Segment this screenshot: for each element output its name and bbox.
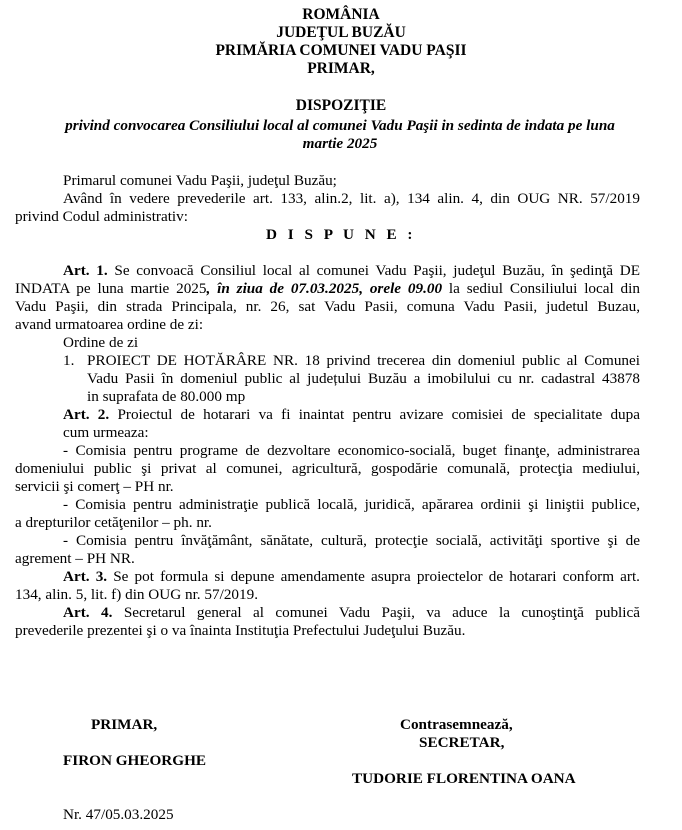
agenda-heading: Ordine de zi xyxy=(63,334,139,351)
art1-label: Art. 1. xyxy=(63,262,108,279)
preamble-line-3: privind Codul administrativ: xyxy=(15,208,188,225)
art2-text-1: Proiectul de hotarari va fi inaintat pentru avizare comisiei de specialitate dupa xyxy=(109,406,640,423)
header-office: PRIMAR, xyxy=(307,60,375,77)
art1-text-2c: la sediul Consiliului local din xyxy=(442,280,640,297)
agenda-item-line-1: PROIECT DE HOTĂRÂRE NR. 18 privind trecerea din domeniul public al Comunei xyxy=(87,352,640,369)
agenda-item-number: 1. xyxy=(63,352,75,369)
header-county: JUDEŢUL BUZĂU xyxy=(276,24,406,41)
signature-left-title: PRIMAR, xyxy=(91,716,158,733)
commission-3-line-2: agrement – PH NR. xyxy=(15,550,135,567)
art3-text-1: Se pot formula si depune amendamente asupra proiectelor de hotarari conform art. xyxy=(107,568,640,585)
header-country: ROMÂNIA xyxy=(302,6,380,23)
art2-label: Art. 2. xyxy=(63,406,110,423)
art3-line-1 xyxy=(63,568,640,586)
art4-label: Art. 4. xyxy=(63,604,113,621)
subtitle-line-1: privind convocarea Consiliului local al comunei Vadu Paşii in sedinta de indata pe luna xyxy=(65,117,615,134)
art2-line-1 xyxy=(63,406,640,424)
preamble-line-2: Având în vedere prevederile art. 133, alin.2, lit. a), 134 alin. 4, din OUG NR. 57/2019 xyxy=(63,190,640,207)
header-institution: PRIMĂRIA COMUNEI VADU PAŞII xyxy=(215,42,467,59)
agenda-item-line-2: Vadu Pasii în domeniul public al județului Buzău a imobilului cu nr. cadastral 43878 xyxy=(87,370,640,387)
art4-line-1 xyxy=(63,604,640,622)
commission-2-line-1: - Comisia pentru administraţie publică locală, juridică, apărarea ordinii şi liniştii publice, xyxy=(63,496,640,513)
art3-line-2: 134, alin. 5, lit. f) din OUG nr. 57/2019. xyxy=(15,586,258,603)
agenda-item-line-3: in suprafata de 80.000 mp xyxy=(87,388,246,405)
art3-label: Art. 3. xyxy=(63,568,108,585)
registration-number: Nr. 47/05.03.2025 xyxy=(63,806,174,823)
art2-line-2: cum urmeaza: xyxy=(63,424,149,441)
art1-line-2 xyxy=(15,280,640,298)
art1-line-3: Vadu Paşii, din strada Principala, nr. 26, sat Vadu Pasii, comuna Vadu Pasii, judetul Buzau, xyxy=(15,298,640,315)
document-header xyxy=(0,6,682,78)
commission-1-line-1: - Comisia pentru programe de dezvoltare economico-socială, buget finanţe, administrarea xyxy=(63,442,640,459)
art1-line-4: avand urmatoarea ordine de zi: xyxy=(15,316,204,333)
commission-3-line-1: - Comisia pentru învăţământ, sănătate, cultură, protecţie socială, activităţi sportive şi de xyxy=(63,532,640,549)
signature-right-name: TUDORIE FLORENTINA OANA xyxy=(352,770,576,787)
signature-right-title: SECRETAR, xyxy=(419,734,505,751)
signature-left-name: FIRON GHEORGHE xyxy=(63,752,207,769)
document-title: DISPOZIŢIE xyxy=(295,97,387,114)
subtitle-line-2: martie 2025 xyxy=(302,135,378,152)
document-subtitle xyxy=(20,117,660,153)
preamble-line-1: Primarul comunei Vadu Paşii, judeţul Buzău; xyxy=(63,172,337,189)
art1-text-2a: INDATA pe luna martie 2025 xyxy=(15,280,207,297)
art1-text-1: Se convoacă Consiliul local al comunei Vadu Paşii, judeţul Buzău, în şedinţă DE xyxy=(107,262,640,279)
art4-text-1: Secretarul general al comunei Vadu Paşii, va aduce la cunoştinţă publică xyxy=(112,604,640,621)
commission-2-line-2: a drepturilor cetăţenilor – ph. nr. xyxy=(15,514,212,531)
commission-1-line-3: servicii şi comerţ – PH nr. xyxy=(15,478,174,495)
art4-line-2: prevederile prezentei şi o va înainta Instituţia Prefectului Judeţului Buzău. xyxy=(15,622,466,639)
art1-line-1 xyxy=(63,262,640,280)
dispune-heading: D I S P U N E : xyxy=(266,226,416,243)
art1-meeting-datetime: , în ziua de 07.03.2025, orele 09.00 xyxy=(206,280,443,297)
signature-right-countersign: Contrasemnează, xyxy=(400,716,513,733)
commission-1-line-2: domeniului public şi privat al comunei, agricultură, gospodărie comunală, protecţia mediului, xyxy=(15,460,640,477)
